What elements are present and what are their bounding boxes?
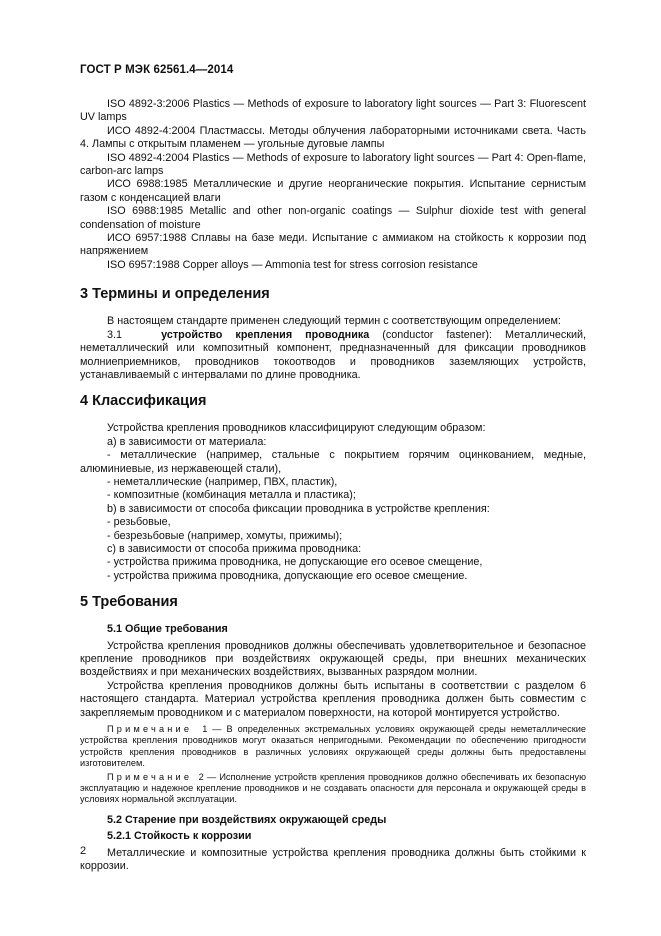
- section-5-heading: 5 Требования: [80, 594, 178, 611]
- classification-a-item: - неметаллические (например, ПВХ, пластик),: [107, 475, 338, 488]
- reference-item: ИСО 6957:1988 Сплавы на базе меди. Испытание с аммиаком на стойкость к коррозии под напряжением: [80, 232, 586, 258]
- reference-item: ISO 6957:1988 Copper alloys — Ammonia test for stress corrosion resistance: [107, 258, 478, 271]
- reference-item: ISO 6988:1985 Metallic and other non-organic coatings — Sulphur dioxide test with general condensation of moisture: [80, 205, 586, 231]
- subsection-5-1-heading: 5.1 Общие требования: [107, 623, 228, 636]
- term-definition-text: (conductor fastener): Металлический, неметаллический или композитный компонент, предназначенный для фиксации проводников молниеприемников, проводников токоотводов и проводников заземляющих устройств, устанавливаемый с интервалами по длине проводника.: [80, 328, 587, 381]
- note-2: [80, 772, 586, 806]
- term-name: устройство крепления проводника: [161, 328, 370, 341]
- note-label: Примечание: [107, 724, 193, 735]
- reference-item: ISO 4892-3:2006 Plastics — Methods of exposure to laboratory light sources — Part 3: Fluorescent UV lamps: [80, 98, 586, 124]
- reference-item: ИСО 6988:1985 Металлические и другие неорганические покрытия. Испытание сернистым газом с конденсацией влаги: [80, 178, 586, 204]
- section-5-1-paragraph: Устройства крепления проводников должны обеспечивать удовлетворительное и безопасное крепление проводников при воздействиях окружающей среды, при внешних механических воздействиях и при механических воздействиях, вызванных разрядом молнии.: [80, 639, 586, 679]
- note-text: — Исполнение устройств крепления проводников должно обеспечивать их безопасную эксплуатацию и надежное крепление проводников и не создавать опасности для персонала и окружающей среды в условиях нормальной эксплуатации.: [80, 771, 586, 805]
- subsection-5-2-heading: 5.2 Старение при воздействиях окружающей среды: [107, 813, 387, 826]
- section-4-intro: Устройства крепления проводников классифицируют следующим образом:: [107, 422, 486, 435]
- classification-c: с) в зависимости от способа прижима проводника:: [107, 542, 362, 555]
- classification-a: а) в зависимости от материала:: [107, 435, 267, 448]
- classification-c-item: - устройства прижима проводника, не допускающие его осевое смещение,: [107, 556, 483, 569]
- section-3-intro: В настоящем стандарте применен следующий термин с соответствующим определением:: [107, 315, 561, 328]
- reference-item: ISO 4892-4:2004 Plastics — Methods of exposure to laboratory light sources — Part 4: Open-flame, carbon-arc lamps: [80, 151, 586, 178]
- section-3-heading: 3 Термины и определения: [80, 286, 270, 303]
- note-1: [80, 724, 586, 770]
- term-definition: [80, 329, 586, 383]
- document-body: [80, 98, 586, 874]
- subsection-5-2-1-heading: 5.2.1 Стойкость к коррозии: [107, 830, 252, 843]
- section-4-heading: 4 Классификация: [80, 393, 207, 410]
- classification-a-item: - металлические (например, стальные с покрытием горячим оцинкованием, медные, алюминиевые, из нержавеющей стали),: [80, 449, 586, 475]
- note-number: 1: [202, 724, 208, 735]
- classification-b: b) в зависимости от способа фиксации проводника в устройстве крепления:: [107, 502, 490, 515]
- note-label: Примечание: [107, 771, 193, 782]
- classification-b-item: - резьбовые,: [107, 516, 171, 529]
- classification-a-item: - композитные (комбинация металла и пластика);: [107, 489, 356, 502]
- note-number: 2: [198, 771, 204, 782]
- reference-item: ИСО 4892-4:2004 Пластмассы. Методы облучения лабораторными источниками света. Часть 4. Лампы с открытым пламенем — угольные дуговые лампы: [80, 124, 586, 151]
- note-text: — В определенных экстремальных условиях окружающей среды неметаллические устройства крепления проводников могут оказаться непригодными. Рекомендации по обеспечению пригодности устройств крепления проводников в различных условиях окружающей среды должны быть предоставлены изготовителем.: [80, 724, 586, 769]
- term-number: 3.1: [107, 328, 123, 341]
- section-5-1-paragraph: Устройства крепления проводников должны быть испытаны в соответствии с разделом 6 настоящего стандарта. Материал устройства крепления проводника должен быть совместим с закрепляемым проводником и с материалом поверхности, на которой монтируется устройство.: [80, 679, 586, 719]
- classification-c-item: - устройства прижима проводника, допускающие его осевое смещение.: [107, 569, 468, 582]
- page-number: 2: [80, 845, 87, 857]
- normative-references-list: [80, 98, 586, 272]
- document-header: ГОСТ Р МЭК 62561.4—2014: [80, 64, 234, 76]
- classification-b-item: - безрезьбовые (например, хомуты, прижимы);: [107, 529, 343, 542]
- section-5-2-1-paragraph: Металлические и композитные устройства крепления проводника должны быть стойкими к коррозии.: [80, 846, 586, 873]
